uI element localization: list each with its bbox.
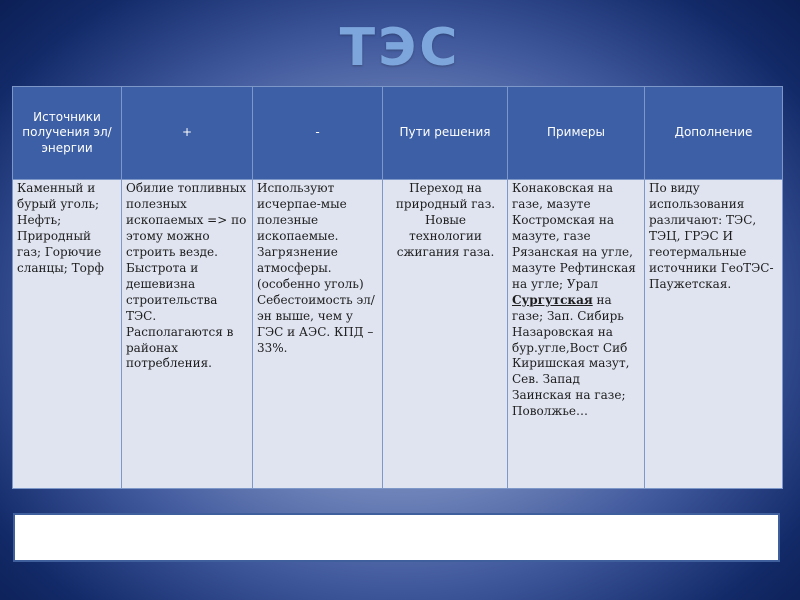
header-examples: Примеры <box>508 87 645 180</box>
header-pros: + <box>122 87 253 180</box>
header-cons: - <box>253 87 383 180</box>
cell-sources: Каменный и бурый уголь; Нефть; Природный газ; Горючие сланцы; Торф <box>13 180 122 489</box>
empty-text-box <box>13 513 780 562</box>
examples-text-before: Конаковская на газе, мазуте Костромская на мазуте, газе Рязанская на угле, мазуте Рефтинская на угле; Урал <box>512 181 636 291</box>
examples-text-after: на газе; Зап. Сибирь Назаровская на бур.угле,Вост Сиб Киришская мазут, Сев. Запад Заинская на газе; Поволжье… <box>512 292 630 419</box>
cell-pros: Обилие топливных полезных ископаемых => по этому можно строить везде. Быстрота и дешевизна строительства ТЭС. Располагаются в районах потребления. <box>122 180 253 489</box>
header-solutions: Пути решения <box>383 87 508 180</box>
cell-extra: По виду использования различают: ТЭС, ТЭЦ, ГРЭС И геотермальные источники ГеоТЭС- Паужетская. <box>645 180 783 489</box>
page-title: ТЭС <box>339 18 461 78</box>
examples-highlight: Сургутская <box>512 292 593 307</box>
header-extra: Дополнение <box>645 87 783 180</box>
table-header-row <box>13 87 783 180</box>
cell-solutions: Переход на природный газ. Новые технологии сжигания газа. <box>383 180 508 489</box>
table-row <box>13 180 783 489</box>
cell-examples <box>508 180 645 489</box>
cell-cons: Используют исчерпае-мые полезные ископаемые. Загрязнение атмосферы. (особенно уголь) Себестоимость эл/эн выше, чем у ГЭС и АЭС. КПД – 33%. <box>253 180 383 489</box>
comparison-table <box>12 86 783 489</box>
header-sources: Источники получения эл/энергии <box>13 87 122 180</box>
